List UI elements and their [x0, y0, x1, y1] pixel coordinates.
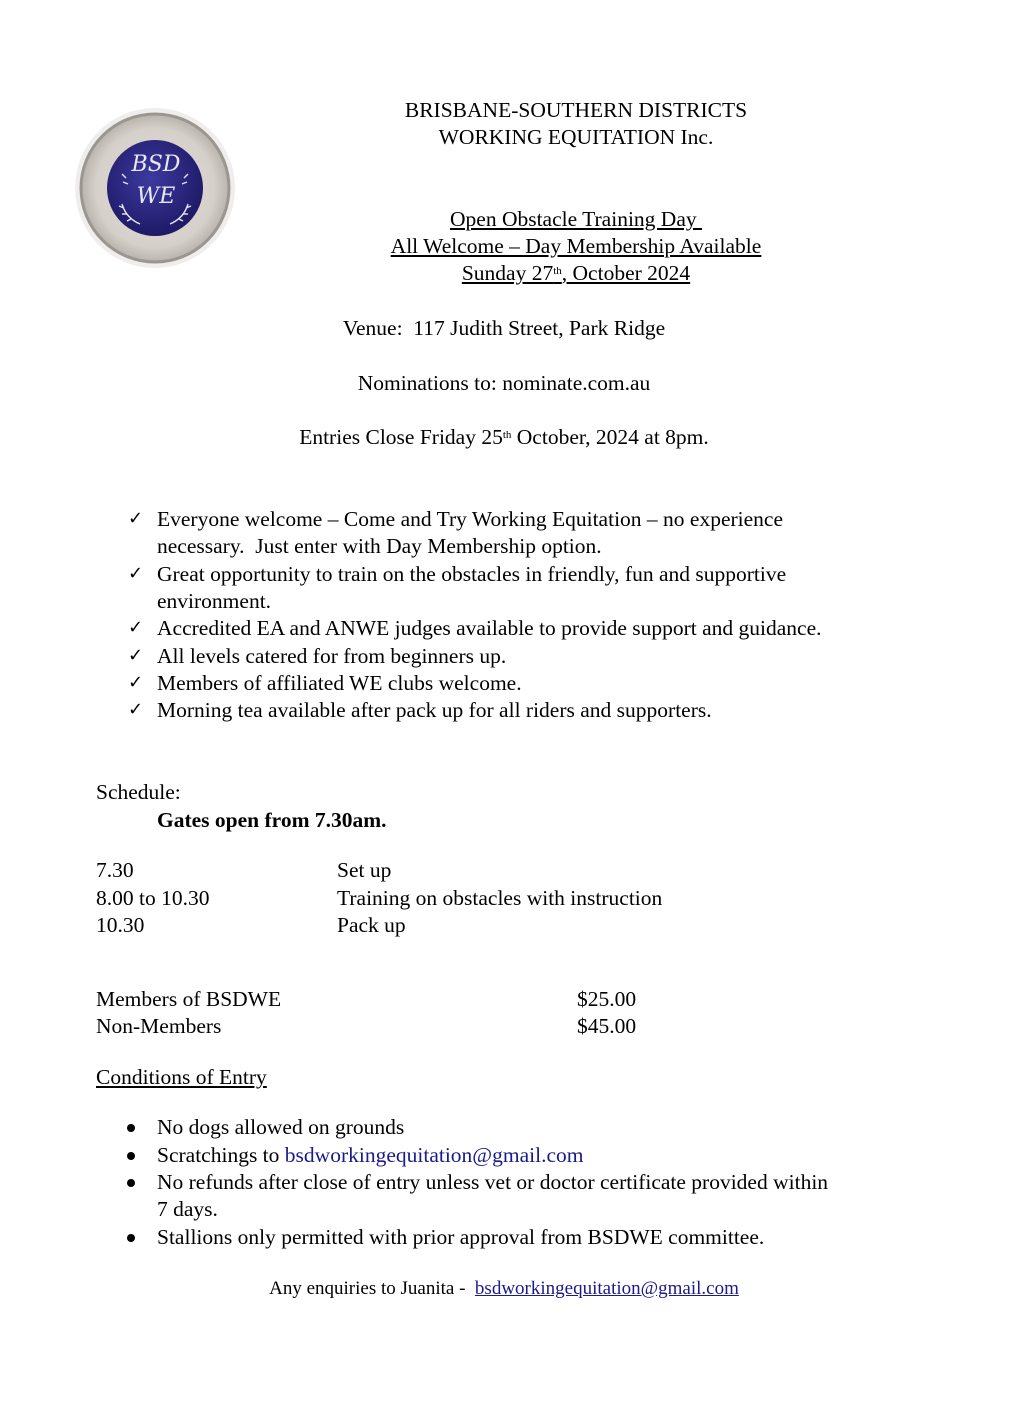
nominations: Nominations to: nominate.com.au: [357, 371, 651, 395]
checklist-item: Members of affiliated WE clubs welcome.: [157, 671, 522, 695]
schedule-time: 10.30: [96, 913, 145, 937]
event-date-sup: th: [553, 265, 562, 277]
entries-close: [254, 424, 754, 451]
gates-open: Gates open from 7.30am.: [157, 808, 387, 832]
fee-price: $25.00: [577, 987, 637, 1011]
checklist-item: Everyone welcome – Come and Try Working Equitation – no experience: [157, 507, 784, 531]
checkmark-icon: ✓: [128, 508, 144, 529]
footer-text: Any enquiries to Juanita -: [269, 1278, 475, 1299]
fee-label: Non-Members: [96, 1014, 222, 1038]
checkmark-icon: ✓: [128, 699, 144, 720]
venue: Venue: 117 Judith Street, Park Ridge: [342, 316, 666, 340]
schedule-heading: Schedule:: [96, 780, 181, 804]
fee-label: Members of BSDWE: [96, 987, 282, 1011]
entries-close-sup: th: [502, 429, 512, 441]
event-subtitle-text: All Welcome – Day Membership Available: [390, 234, 762, 258]
condition-item-text: Scratchings to: [157, 1143, 285, 1167]
schedule-activity: Pack up: [337, 913, 406, 937]
org-name-line2: WORKING EQUITATION Inc.: [438, 125, 714, 149]
bullet-icon: [124, 1114, 138, 1141]
logo-text-top: BSD: [131, 152, 181, 177]
event-date-pre: Sunday 27: [461, 261, 554, 285]
schedule-time: 7.30: [96, 858, 134, 882]
event-title-text: Open Obstacle Training Day: [450, 207, 702, 231]
logo-text-bottom: WE: [136, 184, 176, 209]
condition-item: [157, 1142, 583, 1169]
schedule-activity: Set up: [337, 858, 392, 882]
checklist-item: All levels catered for from beginners up.: [157, 644, 507, 668]
bullet-icon: [124, 1169, 138, 1196]
bullet-icon: [124, 1142, 138, 1169]
entries-close-post: October, 2024 at 8pm.: [511, 425, 709, 449]
checklist-item: Great opportunity to train on the obstacles in friendly, fun and supportive: [157, 562, 787, 586]
condition-item: No dogs allowed on grounds: [157, 1115, 405, 1139]
checkmark-icon: ✓: [128, 672, 144, 693]
condition-item: No refunds after close of entry unless vet or doctor certificate provided within: [157, 1170, 829, 1194]
checklist-item-cont: necessary. Just enter with Day Membership option.: [157, 534, 602, 558]
event-date: [326, 260, 826, 287]
event-date-post: , October 2024: [561, 261, 691, 285]
checkmark-icon: ✓: [128, 563, 144, 584]
checklist-item-cont: environment.: [157, 589, 272, 613]
footer-email-link[interactable]: bsdworkingequitation@gmail.com: [474, 1278, 739, 1299]
condition-item: Stallions only permitted with prior approval from BSDWE committee.: [157, 1225, 765, 1249]
org-name-line1: BRISBANE-SOUTHERN DISTRICTS: [404, 98, 748, 122]
checklist-item: Morning tea available after pack up for all riders and supporters.: [157, 698, 712, 722]
schedule-activity: Training on obstacles with instruction: [337, 886, 663, 910]
checkmark-icon: ✓: [128, 645, 144, 666]
conditions-heading: Conditions of Entry: [96, 1065, 267, 1089]
fee-price: $45.00: [577, 1014, 637, 1038]
bullet-icon: [124, 1224, 138, 1251]
event-title: [326, 206, 826, 233]
schedule-time: 8.00 to 10.30: [96, 886, 210, 910]
condition-item-cont: 7 days.: [157, 1197, 218, 1221]
event-subtitle: [326, 233, 826, 260]
club-logo: [66, 100, 242, 276]
footer-enquiries: [204, 1277, 804, 1301]
checkmark-icon: ✓: [128, 617, 144, 638]
scratchings-email-link[interactable]: bsdworkingequitation@gmail.com: [284, 1143, 584, 1167]
checklist-item: Accredited EA and ANWE judges available to provide support and guidance.: [157, 616, 822, 640]
entries-close-pre: Entries Close Friday 25: [299, 425, 503, 449]
